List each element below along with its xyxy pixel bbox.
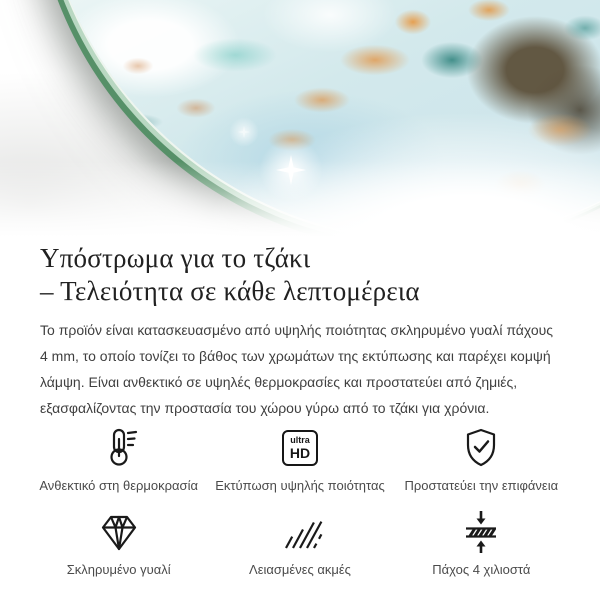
feature-label: Σκληρυμένο γυαλί	[66, 562, 171, 578]
page-title	[40, 242, 560, 308]
feature-tempered-glass	[28, 511, 209, 578]
feature-print-quality	[209, 427, 390, 494]
ultra-hd-icon	[282, 430, 318, 466]
feature-label: Προστατεύει την επιφάνεια	[404, 477, 559, 493]
feature-grid	[28, 427, 572, 578]
feature-thickness	[391, 511, 572, 578]
thermometer-icon	[97, 426, 141, 470]
ultra-hd-badge-bottom: HD	[289, 444, 311, 461]
feature-label: Εκτύπωση υψηλής ποιότητας	[215, 477, 385, 493]
feature-polished-edges	[209, 511, 390, 578]
product-details-section	[0, 242, 600, 421]
ultra-hd-badge-top: ultra	[290, 434, 310, 445]
page-title-line2: – Τελειότητα σε κάθε λεπτομέρεια	[40, 275, 420, 306]
feature-label: Λειασμένες ακμές	[249, 562, 351, 578]
product-image	[0, 0, 600, 237]
polished-edges-icon	[277, 510, 323, 554]
product-description: Το προϊόν είναι κατασκευασμένο από υψηλής ποιότητας σκληρυμένο γυαλί πάχους 4 mm, το οποίο τονίζει το βάθος των χρωμάτων της εκτύπωσης και παρέχει κομψή λάμψη. Είναι ανθεκτικό σε υψηλές θερμοκρασίες και προστατεύει από ζημιές, εξασφαλίζοντας την προστασία του χώρου γύρω από το τζάκι για χρόνια.	[40, 321, 554, 416]
shield-check-icon	[459, 426, 503, 470]
feature-temperature	[28, 427, 209, 494]
glass-panel	[40, 0, 600, 237]
marble-print	[40, 0, 600, 237]
diamond-icon	[96, 510, 142, 554]
feature-surface-protection	[391, 427, 572, 494]
feature-label: Ανθεκτικό στη θερμοκρασία	[39, 477, 198, 493]
thickness-icon	[458, 508, 504, 556]
page-title-line1: Υπόστρωμα για το τζάκι	[40, 243, 311, 273]
feature-label: Πάχος 4 χιλιοστά	[432, 562, 531, 578]
